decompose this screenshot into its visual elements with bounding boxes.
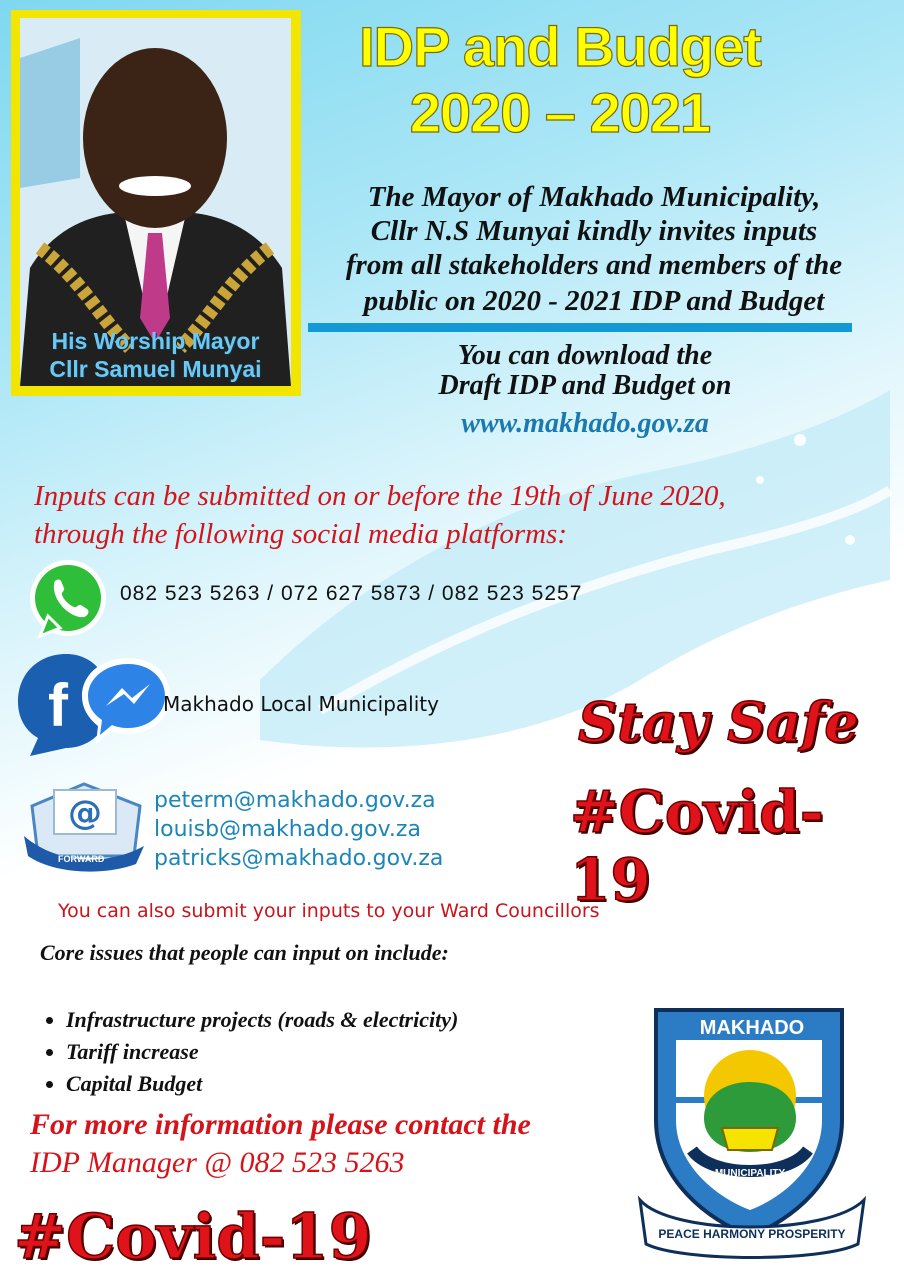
list-item: • Infrastructure projects (roads & electricity) [66,1004,458,1036]
covid-hashtag-bottom: #Covid-19 [14,1200,372,1273]
more-info-line1: For more information please contact the [30,1108,531,1141]
mayor-caption-line2: Cllr Samuel Munyai [49,356,262,382]
divider-rule [308,323,852,332]
email-link[interactable]: patricks@makhado.gov.za [154,846,444,871]
municipality-crest-logo [632,1000,872,1260]
crest-top-text: MAKHADO [699,1017,805,1039]
email-list [154,786,443,873]
email-link[interactable]: peterm@makhado.gov.za [154,788,436,813]
invite-line3: from all stakeholders and members of the [345,249,843,281]
invite-line4: public on 2020 - 2021 IDP and Budget [363,285,825,317]
email-link[interactable]: louisb@makhado.gov.za [154,817,421,842]
svg-text:f: f [48,672,68,739]
page-title-line1: IDP and Budget [359,15,761,78]
core-issues-heading: Core issues that people can input on include: [40,940,449,965]
mayor-photo-frame [11,10,301,396]
download-line1: You can download the [457,340,713,371]
submission-line2: through the following social media platforms: [34,518,568,550]
forward-label: FORWARD [58,854,105,864]
invite-line2: Cllr N.S Munyai kindly invites inputs [370,215,818,247]
submission-line1: Inputs can be submitted on or before the 19th of June 2020, [34,480,726,512]
stay-safe-slogan: Stay Safe [578,690,859,754]
covid-hashtag-right: #Covid-19 [570,778,824,914]
page-title-line2: 2020 – 2021 [409,81,711,144]
mayor-photo [20,18,291,386]
facebook-page-name: Makhado Local Municipality [163,692,439,716]
svg-text:@: @ [68,793,102,833]
more-info-line2: IDP Manager @ 082 523 5263 [30,1146,405,1179]
list-item: • Capital Budget [66,1068,458,1100]
crest-motto: PEACE HARMONY PROSPERITY [658,1227,846,1241]
facebook-messenger-icons [10,652,170,760]
crest-middle-text: MUNICIPALITY [714,1168,786,1179]
website-link[interactable]: www.makhado.gov.za [461,408,709,439]
ward-councillors-note: You can also submit your inputs to your Ward Councillors [58,900,600,922]
whatsapp-icon [26,558,110,642]
core-issues-list [30,1004,458,1100]
invite-line1: The Mayor of Makhado Municipality, [367,181,821,213]
download-line2: Draft IDP and Budget on [438,370,732,401]
email-forward-icon [24,776,148,872]
list-item: • Tariff increase [66,1036,458,1068]
whatsapp-numbers: 082 523 5263 / 072 627 5873 / 082 523 5257 [120,582,583,605]
mayor-caption-line1: His Worship Mayor [51,328,260,354]
